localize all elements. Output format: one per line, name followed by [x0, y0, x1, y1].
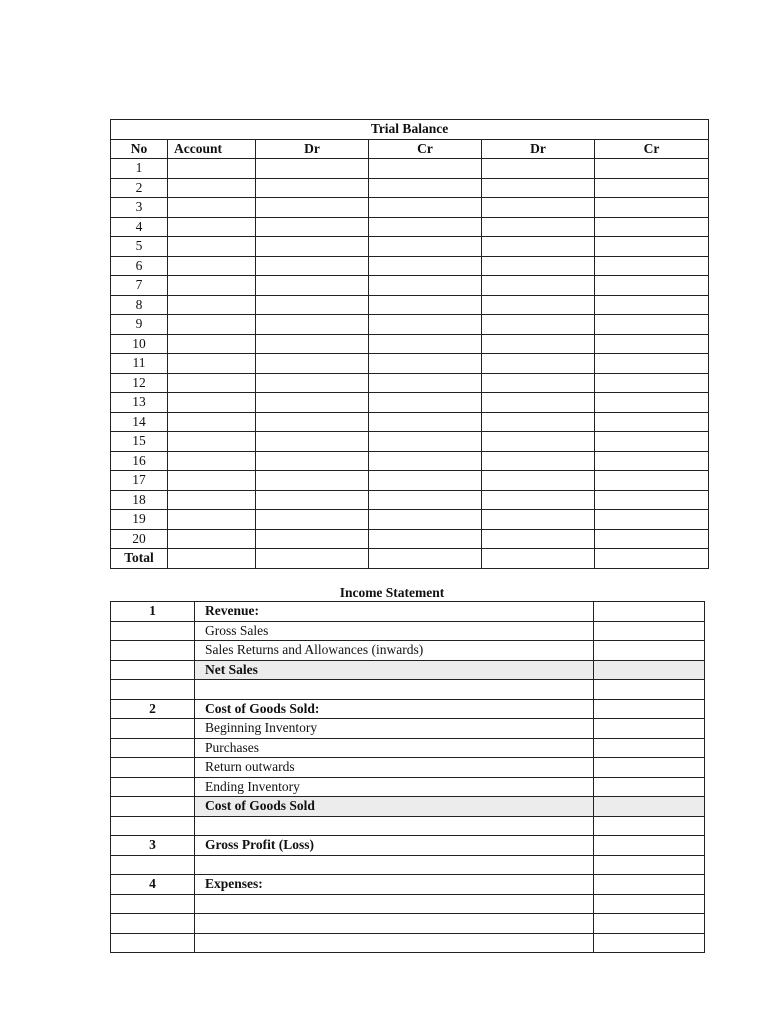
section-number: 4	[111, 875, 195, 895]
empty-cell[interactable]	[256, 471, 369, 491]
table-row	[111, 315, 709, 335]
amount-cell[interactable]	[594, 894, 705, 914]
amount-cell[interactable]	[594, 719, 705, 739]
income-statement-row	[111, 758, 705, 778]
empty-cell[interactable]	[168, 373, 256, 393]
empty-cell[interactable]	[482, 256, 595, 276]
income-statement-row	[111, 894, 705, 914]
row-number: 16	[111, 451, 168, 471]
section-number: 1	[111, 602, 195, 622]
trial-balance-title: Trial Balance	[111, 120, 709, 140]
empty-cell[interactable]	[482, 510, 595, 530]
empty-cell[interactable]	[482, 393, 595, 413]
empty-cell[interactable]	[256, 432, 369, 452]
empty-cell[interactable]	[168, 354, 256, 374]
section-number	[111, 777, 195, 797]
income-statement-row	[111, 914, 705, 934]
empty-cell[interactable]	[482, 529, 595, 549]
row-number: 15	[111, 432, 168, 452]
row-number: 20	[111, 529, 168, 549]
trial-balance-table	[110, 119, 709, 569]
section-number	[111, 855, 195, 875]
empty-cell[interactable]	[168, 451, 256, 471]
empty-cell[interactable]	[595, 471, 709, 491]
income-statement-title: Income Statement	[339, 585, 445, 600]
header-dr-2: Dr	[482, 139, 595, 159]
header-no: No	[111, 139, 168, 159]
row-number: 19	[111, 510, 168, 530]
section-number	[111, 621, 195, 641]
table-row	[111, 276, 709, 296]
row-number: 5	[111, 237, 168, 257]
section-number	[111, 758, 195, 778]
section-number	[111, 894, 195, 914]
line-description	[195, 914, 594, 934]
empty-cell[interactable]	[168, 198, 256, 218]
line-description: Beginning Inventory	[195, 719, 594, 739]
empty-cell[interactable]	[482, 178, 595, 198]
empty-cell[interactable]	[595, 451, 709, 471]
empty-cell[interactable]	[595, 276, 709, 296]
table-row	[111, 529, 709, 549]
empty-cell[interactable]	[482, 451, 595, 471]
empty-cell[interactable]	[482, 412, 595, 432]
empty-cell[interactable]	[595, 237, 709, 257]
empty-cell[interactable]	[168, 217, 256, 237]
line-description: Gross Sales	[195, 621, 594, 641]
line-description: Return outwards	[195, 758, 594, 778]
amount-cell[interactable]	[594, 758, 705, 778]
amount-cell[interactable]	[594, 641, 705, 661]
empty-cell[interactable]	[595, 373, 709, 393]
empty-cell[interactable]	[595, 354, 709, 374]
row-number: 4	[111, 217, 168, 237]
empty-cell[interactable]	[369, 334, 482, 354]
section-number	[111, 719, 195, 739]
table-row	[111, 237, 709, 257]
line-description	[195, 933, 594, 953]
amount-cell[interactable]	[594, 836, 705, 856]
section-number: 2	[111, 699, 195, 719]
empty-cell[interactable]	[256, 490, 369, 510]
empty-cell[interactable]	[256, 529, 369, 549]
income-statement-row	[111, 816, 705, 836]
income-statement-row	[111, 660, 705, 680]
empty-cell[interactable]	[256, 256, 369, 276]
empty-cell[interactable]	[369, 471, 482, 491]
empty-cell[interactable]	[482, 471, 595, 491]
line-description: Revenue:	[195, 602, 594, 622]
empty-cell[interactable]	[369, 412, 482, 432]
amount-cell[interactable]	[594, 875, 705, 895]
empty-cell[interactable]	[369, 198, 482, 218]
empty-cell[interactable]	[482, 237, 595, 257]
line-description: Cost of Goods Sold:	[195, 699, 594, 719]
row-number: 6	[111, 256, 168, 276]
empty-cell[interactable]	[595, 510, 709, 530]
empty-cell[interactable]	[595, 393, 709, 413]
empty-cell[interactable]	[256, 217, 369, 237]
header-dr-1: Dr	[256, 139, 369, 159]
empty-cell[interactable]	[168, 490, 256, 510]
amount-cell[interactable]	[594, 855, 705, 875]
amount-cell[interactable]	[594, 738, 705, 758]
line-description: Cost of Goods Sold	[195, 797, 594, 817]
amount-cell[interactable]	[594, 933, 705, 953]
empty-cell[interactable]	[595, 198, 709, 218]
empty-cell[interactable]	[595, 217, 709, 237]
table-row	[111, 510, 709, 530]
row-number: 1	[111, 159, 168, 179]
amount-cell[interactable]	[594, 914, 705, 934]
empty-cell[interactable]	[256, 354, 369, 374]
section-number	[111, 797, 195, 817]
empty-cell[interactable]	[256, 178, 369, 198]
row-number: 3	[111, 198, 168, 218]
trial-balance-header-row	[111, 139, 709, 159]
empty-cell[interactable]	[168, 529, 256, 549]
table-row	[111, 334, 709, 354]
income-statement-row	[111, 680, 705, 700]
empty-cell[interactable]	[369, 276, 482, 296]
empty-cell[interactable]	[256, 315, 369, 335]
income-statement-row	[111, 738, 705, 758]
empty-cell[interactable]	[595, 529, 709, 549]
amount-cell[interactable]	[594, 680, 705, 700]
empty-cell[interactable]	[168, 159, 256, 179]
empty-cell[interactable]	[168, 432, 256, 452]
amount-cell[interactable]	[594, 602, 705, 622]
empty-cell[interactable]	[256, 334, 369, 354]
table-row	[111, 451, 709, 471]
empty-cell[interactable]	[595, 159, 709, 179]
table-row	[111, 393, 709, 413]
line-description: Net Sales	[195, 660, 594, 680]
empty-cell[interactable]	[595, 432, 709, 452]
empty-cell[interactable]	[595, 256, 709, 276]
empty-cell[interactable]	[482, 334, 595, 354]
line-description: Expenses:	[195, 875, 594, 895]
empty-cell[interactable]	[168, 510, 256, 530]
empty-cell[interactable]	[595, 412, 709, 432]
empty-cell[interactable]	[369, 178, 482, 198]
empty-cell[interactable]	[256, 412, 369, 432]
empty-cell[interactable]	[369, 237, 482, 257]
header-account: Account	[168, 139, 256, 159]
total-cell[interactable]	[595, 549, 709, 569]
empty-cell[interactable]	[369, 529, 482, 549]
empty-cell[interactable]	[369, 490, 482, 510]
table-row	[111, 198, 709, 218]
total-label: Total	[111, 549, 168, 569]
empty-cell[interactable]	[168, 412, 256, 432]
income-statement-row	[111, 621, 705, 641]
amount-cell[interactable]	[594, 660, 705, 680]
table-row	[111, 432, 709, 452]
total-row	[111, 549, 709, 569]
row-number: 9	[111, 315, 168, 335]
empty-cell[interactable]	[482, 490, 595, 510]
empty-cell[interactable]	[256, 373, 369, 393]
income-statement-row	[111, 719, 705, 739]
empty-cell[interactable]	[595, 178, 709, 198]
amount-cell[interactable]	[594, 699, 705, 719]
row-number: 11	[111, 354, 168, 374]
line-description: Purchases	[195, 738, 594, 758]
table-row	[111, 159, 709, 179]
line-description: Sales Returns and Allowances (inwards)	[195, 641, 594, 661]
empty-cell[interactable]	[168, 471, 256, 491]
row-number: 7	[111, 276, 168, 296]
income-statement-row	[111, 777, 705, 797]
empty-cell[interactable]	[482, 315, 595, 335]
section-number	[111, 660, 195, 680]
empty-cell[interactable]	[369, 256, 482, 276]
line-description	[195, 855, 594, 875]
section-number	[111, 641, 195, 661]
empty-cell[interactable]	[168, 334, 256, 354]
empty-cell[interactable]	[482, 432, 595, 452]
empty-cell[interactable]	[168, 178, 256, 198]
total-cell[interactable]	[482, 549, 595, 569]
empty-cell[interactable]	[482, 276, 595, 296]
empty-cell[interactable]	[482, 159, 595, 179]
table-row	[111, 490, 709, 510]
table-row	[111, 295, 709, 315]
line-description: Gross Profit (Loss)	[195, 836, 594, 856]
empty-cell[interactable]	[369, 159, 482, 179]
row-number: 14	[111, 412, 168, 432]
section-number	[111, 680, 195, 700]
empty-cell[interactable]	[369, 217, 482, 237]
table-row	[111, 471, 709, 491]
empty-cell[interactable]	[482, 373, 595, 393]
total-cell[interactable]	[168, 549, 256, 569]
income-statement-row	[111, 641, 705, 661]
table-row	[111, 178, 709, 198]
total-cell[interactable]	[369, 549, 482, 569]
empty-cell[interactable]	[369, 451, 482, 471]
empty-cell[interactable]	[369, 432, 482, 452]
table-row	[111, 354, 709, 374]
header-cr-1: Cr	[369, 139, 482, 159]
income-statement-row	[111, 836, 705, 856]
section-number	[111, 914, 195, 934]
amount-cell[interactable]	[594, 816, 705, 836]
section-number	[111, 816, 195, 836]
empty-cell[interactable]	[482, 295, 595, 315]
section-number: 3	[111, 836, 195, 856]
empty-cell[interactable]	[256, 295, 369, 315]
income-statement-row	[111, 602, 705, 622]
empty-cell[interactable]	[369, 393, 482, 413]
line-description	[195, 680, 594, 700]
row-number: 2	[111, 178, 168, 198]
income-statement-table	[110, 601, 705, 953]
empty-cell[interactable]	[168, 315, 256, 335]
row-number: 10	[111, 334, 168, 354]
empty-cell[interactable]	[369, 354, 482, 374]
empty-cell[interactable]	[595, 295, 709, 315]
income-statement-row	[111, 933, 705, 953]
income-statement-row	[111, 699, 705, 719]
empty-cell[interactable]	[482, 217, 595, 237]
income-statement-row	[111, 875, 705, 895]
section-number	[111, 738, 195, 758]
empty-cell[interactable]	[168, 256, 256, 276]
table-row	[111, 256, 709, 276]
row-number: 18	[111, 490, 168, 510]
empty-cell[interactable]	[369, 510, 482, 530]
empty-cell[interactable]	[256, 451, 369, 471]
trial-balance-title-row	[111, 120, 709, 140]
amount-cell[interactable]	[594, 621, 705, 641]
row-number: 13	[111, 393, 168, 413]
line-description	[195, 816, 594, 836]
empty-cell[interactable]	[595, 490, 709, 510]
empty-cell[interactable]	[168, 237, 256, 257]
row-number: 12	[111, 373, 168, 393]
empty-cell[interactable]	[168, 276, 256, 296]
empty-cell[interactable]	[369, 315, 482, 335]
empty-cell[interactable]	[256, 393, 369, 413]
line-description	[195, 894, 594, 914]
empty-cell[interactable]	[256, 510, 369, 530]
empty-cell[interactable]	[482, 354, 595, 374]
total-cell[interactable]	[256, 549, 369, 569]
empty-cell[interactable]	[369, 373, 482, 393]
table-row	[111, 217, 709, 237]
empty-cell[interactable]	[256, 198, 369, 218]
empty-cell[interactable]	[595, 315, 709, 335]
income-statement-row	[111, 797, 705, 817]
empty-cell[interactable]	[256, 159, 369, 179]
empty-cell[interactable]	[369, 295, 482, 315]
header-cr-2: Cr	[595, 139, 709, 159]
line-description: Ending Inventory	[195, 777, 594, 797]
row-number: 8	[111, 295, 168, 315]
empty-cell[interactable]	[256, 237, 369, 257]
empty-cell[interactable]	[482, 198, 595, 218]
empty-cell[interactable]	[168, 295, 256, 315]
table-row	[111, 412, 709, 432]
income-statement-row	[111, 855, 705, 875]
empty-cell[interactable]	[256, 276, 369, 296]
empty-cell[interactable]	[595, 334, 709, 354]
row-number: 17	[111, 471, 168, 491]
empty-cell[interactable]	[168, 393, 256, 413]
amount-cell[interactable]	[594, 777, 705, 797]
amount-cell[interactable]	[594, 797, 705, 817]
section-number	[111, 933, 195, 953]
table-row	[111, 373, 709, 393]
